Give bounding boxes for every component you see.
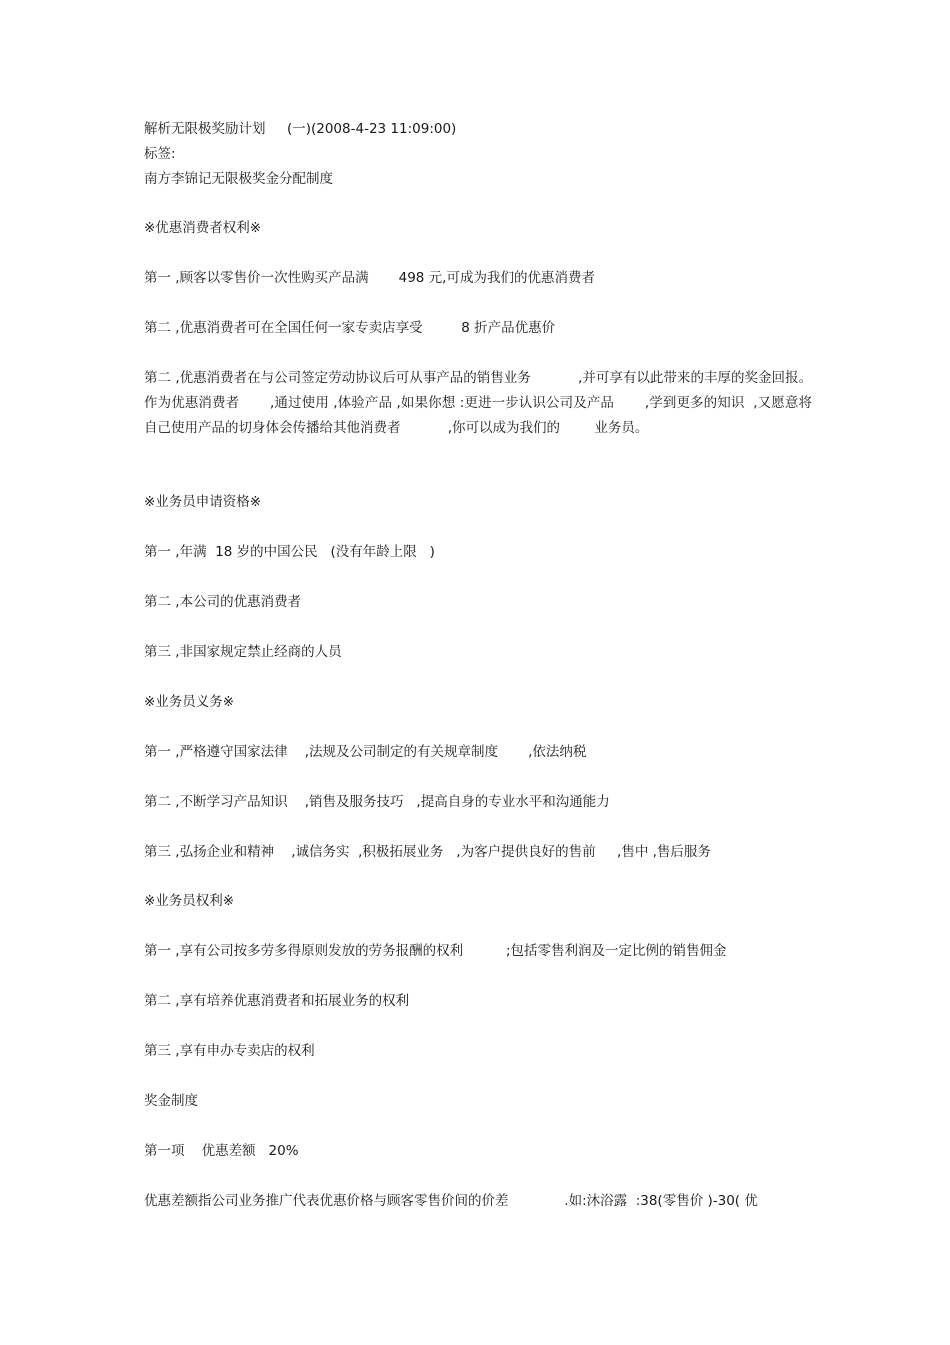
qualification-item-2: 第二 ,本公司的优惠消费者 — [144, 594, 302, 610]
obligation-item-3: 第三 ,弘扬企业和精神 ,诚信务实 ,积极拓展业务 ,为客户提供良好的售前 ,售中 ,售后服务 — [144, 844, 711, 860]
qualification-item-1: 第一 ,年满 18 岁的中国公民 (没有年龄上限 ) — [144, 544, 435, 560]
section-heading-agent-rights: ※业务员权利※ — [144, 893, 235, 909]
section-heading-bonus: 奖金制度 — [144, 1093, 198, 1109]
section-heading-consumer-rights: ※优惠消费者权利※ — [144, 220, 262, 236]
agent-rights-item-1: 第一 ,享有公司按多劳多得原则发放的劳务报酬的权利 ;包括零售利润及一定比例的销售佣金 — [144, 943, 727, 959]
bonus-item-1: 第一项 优惠差额 20% — [144, 1143, 299, 1159]
document-subtitle: 南方李锦记无限极奖金分配制度 — [144, 171, 333, 187]
section-heading-obligations: ※业务员义务※ — [144, 694, 235, 710]
consumer-rights-item-2: 第二 ,优惠消费者可在全国任何一家专卖店享受 8 折产品优惠价 — [144, 320, 556, 336]
bonus-description: 优惠差额指公司业务推广代表优惠价格与顾客零售价间的价差 .如:沐浴露 :38(零售价 )-30( 优 — [144, 1193, 758, 1209]
obligation-item-2: 第二 ,不断学习产品知识 ,销售及服务技巧 ,提高自身的专业水平和沟通能力 — [144, 794, 610, 810]
agent-rights-item-3: 第三 ,享有申办专卖店的权利 — [144, 1043, 315, 1059]
consumer-rights-item-3: 第二 ,优惠消费者在与公司签定劳动协议后可从事产品的销售业务 ,并可享有以此带来的丰厚的奖金回报。作为优惠消费者 ,通过使用 ,体验产品 ,如果你想 :更进一步认识公司及产品 ,学到更多的知识 ,又愿意将自己使用产品的切身体会传播给其他消费者 ,你可以成为我们的 业务员。 — [144, 370, 812, 436]
tag-label: 标签: — [144, 146, 176, 162]
agent-rights-item-2: 第二 ,享有培养优惠消费者和拓展业务的权利 — [144, 993, 410, 1009]
document-title: 解析无限极奖励计划 (一)(2008-4-23 11:09:00) — [144, 121, 457, 137]
consumer-rights-item-1: 第一 ,顾客以零售价一次性购买产品满 498 元,可成为我们的优惠消费者 — [144, 270, 595, 286]
qualification-item-3: 第三 ,非国家规定禁止经商的人员 — [144, 644, 342, 660]
obligation-item-1: 第一 ,严格遵守国家法律 ,法规及公司制定的有关规章制度 ,依法纳税 — [144, 744, 587, 760]
section-heading-qualifications: ※业务员申请资格※ — [144, 494, 262, 510]
